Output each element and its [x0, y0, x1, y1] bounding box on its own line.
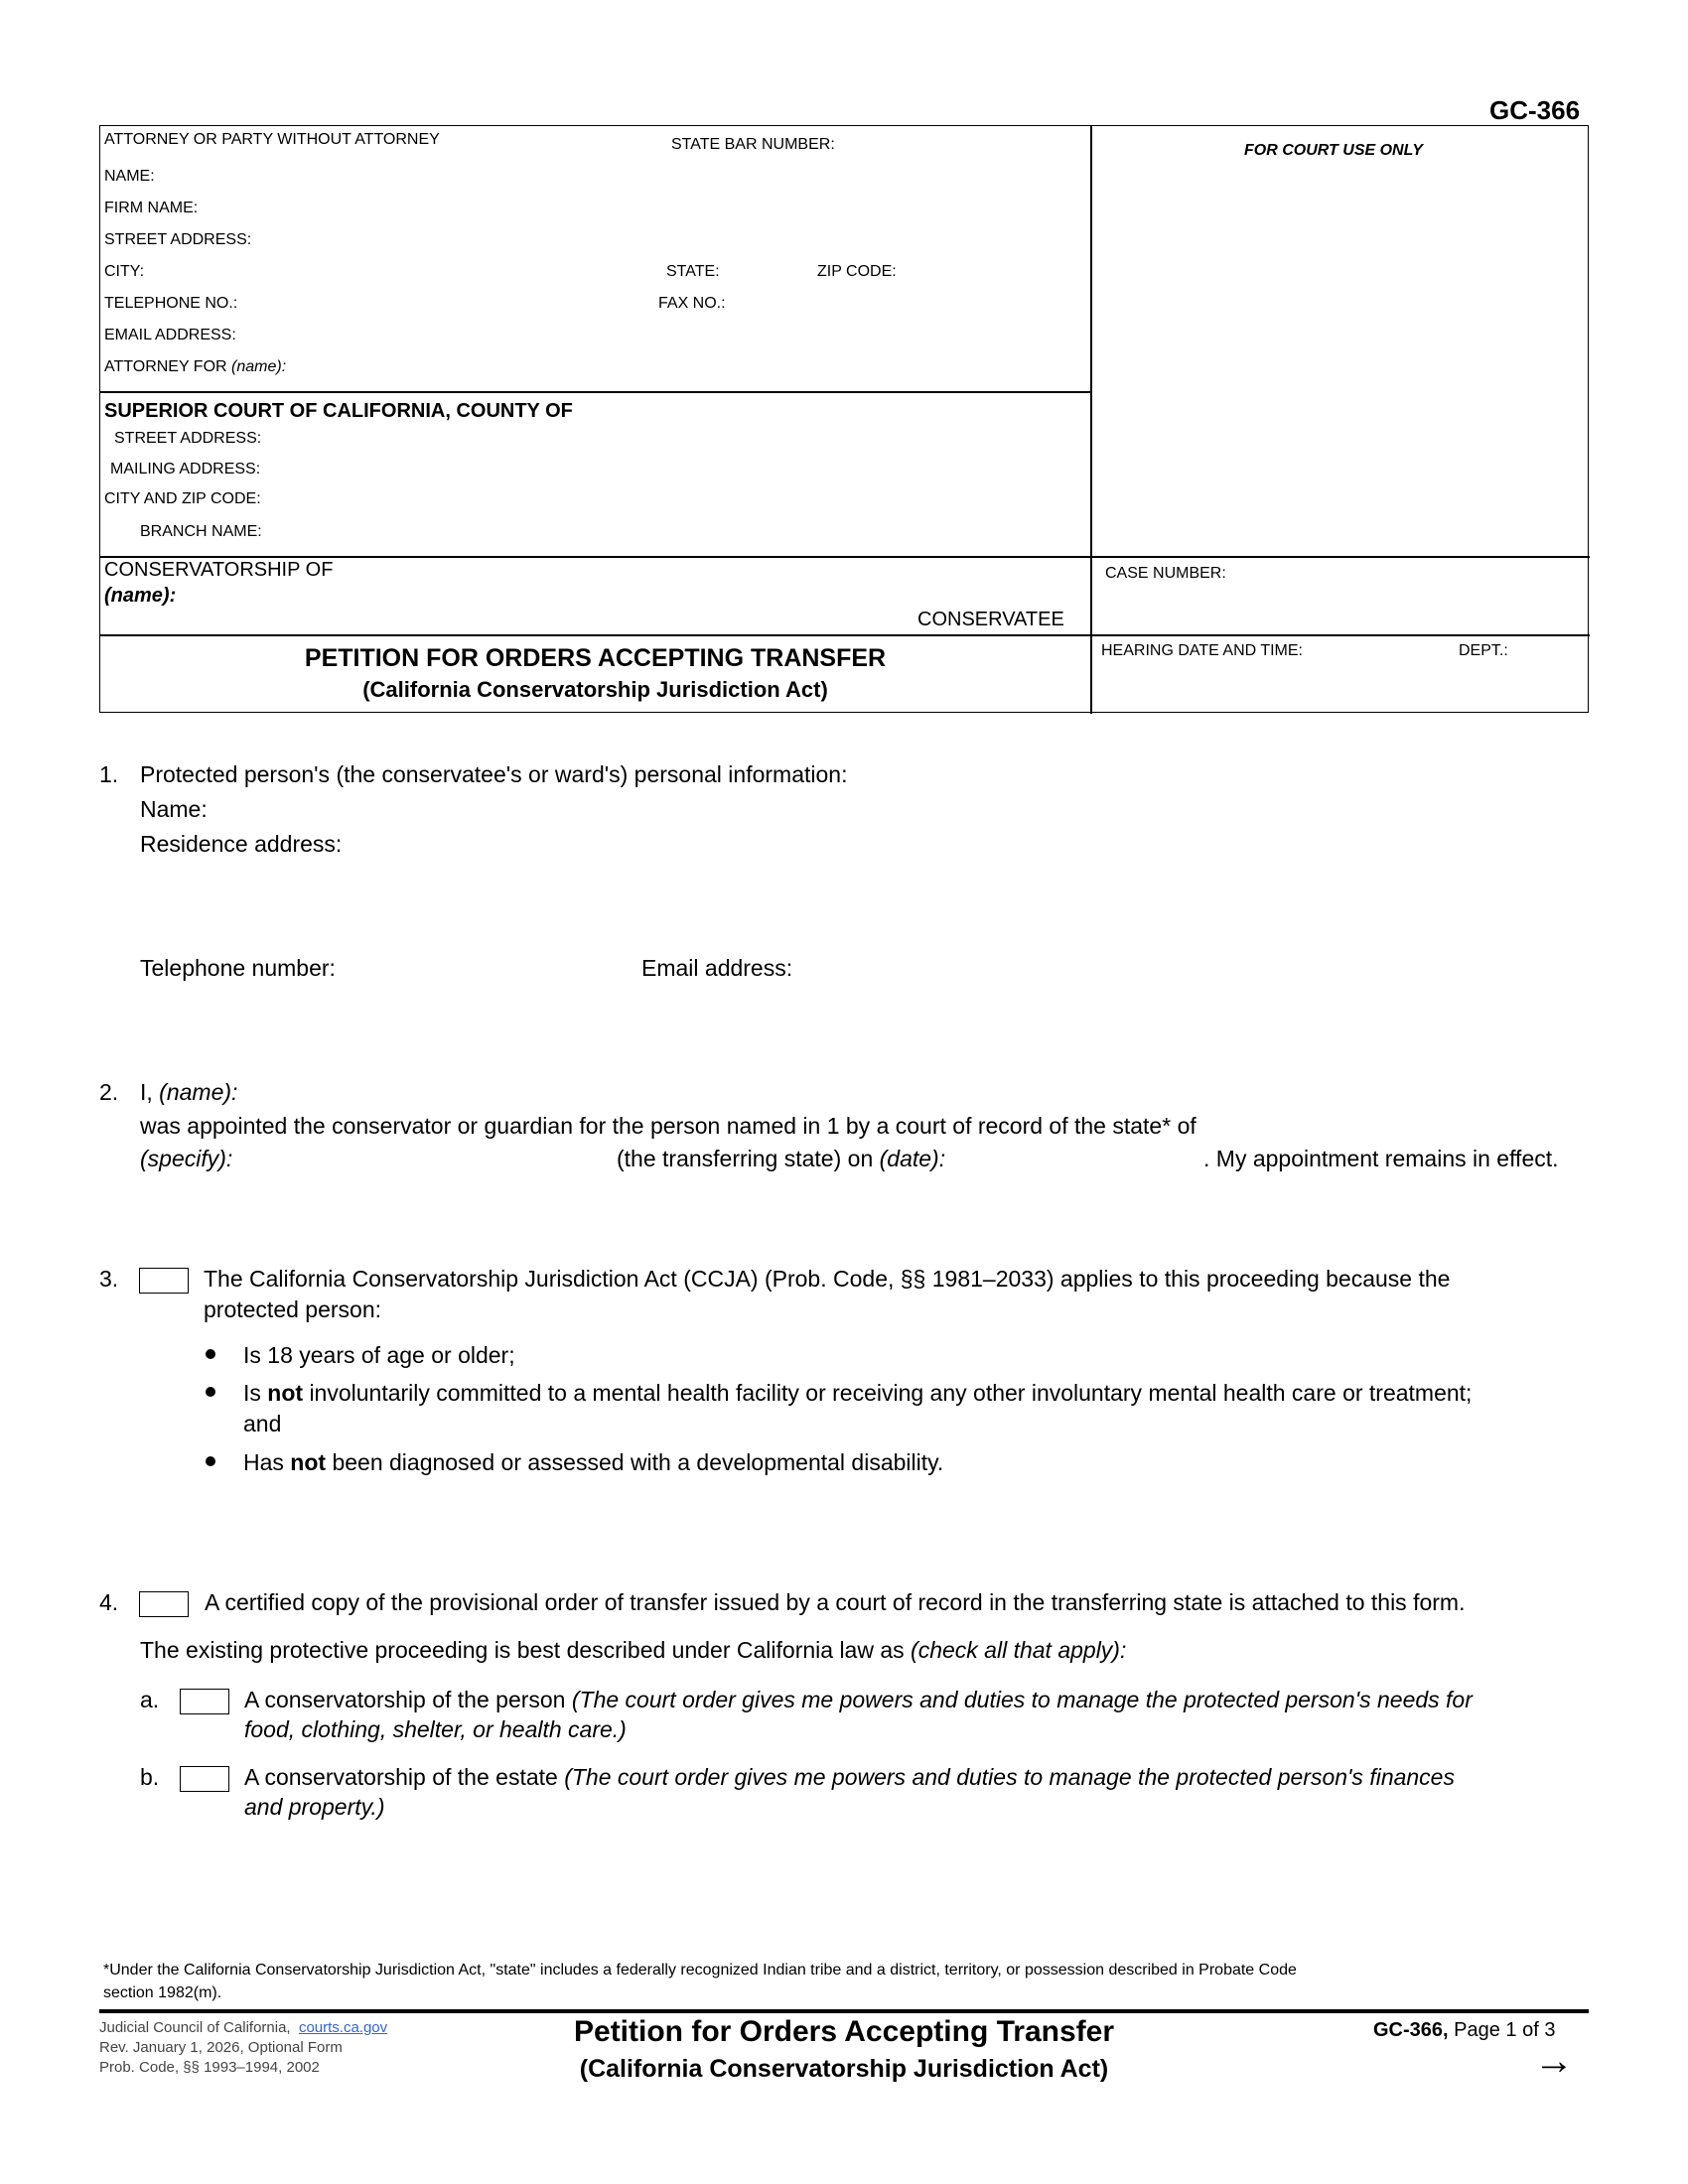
item3-b2-post: involuntarily committed to a mental health facility or receiving any other involuntary mental health care or treatment; [309, 1380, 1473, 1406]
item2-date-label: (date): [879, 1146, 946, 1171]
item1-telephone-label: Telephone number: [140, 955, 336, 981]
item2-name-label: (name): [159, 1079, 238, 1105]
zip-label: ZIP CODE: [817, 263, 897, 280]
attorney-for-label [104, 358, 286, 376]
footer-page [1373, 2019, 1555, 2042]
item2-remains: . My appointment remains in effect. [1203, 1146, 1559, 1171]
item1-residence-label: Residence address: [140, 831, 343, 857]
conservatee-label: CONSERVATEE [917, 609, 1064, 630]
item3-bullet2 [243, 1380, 1472, 1407]
next-page-arrow-icon: → [1534, 2039, 1574, 2083]
item4b-checkbox[interactable] [180, 1766, 229, 1792]
court-street-label: STREET ADDRESS: [114, 430, 262, 447]
footer-codes: Prob. Code, §§ 1993–1994, 2002 [99, 2059, 320, 2076]
courts-link[interactable]: courts.ca.gov [298, 2019, 388, 2036]
item4a-italic2: food, clothing, shelter, or health care.) [244, 1716, 627, 1742]
street-address-label: STREET ADDRESS: [104, 231, 252, 248]
conservatorship-of-label: CONSERVATORSHIP OF [104, 559, 334, 581]
item4a-checkbox[interactable] [180, 1689, 229, 1714]
item4-intro [140, 1637, 1126, 1664]
item4a-label: a. [140, 1687, 160, 1712]
item2-i: I, [140, 1079, 153, 1105]
city-label: CITY: [104, 263, 145, 280]
caption-divider [1090, 126, 1092, 714]
item4b-text: A conservatorship of the estate [244, 1764, 558, 1790]
item3-b3-not: not [290, 1449, 327, 1475]
item1-number: 1. [99, 761, 119, 787]
item4-number: 4. [99, 1589, 119, 1615]
dept-label: DEPT.: [1459, 642, 1508, 659]
footer-rule [99, 2009, 1589, 2013]
state-bar-label: STATE BAR NUMBER: [671, 136, 835, 153]
form-subtitle: (California Conservatorship Jurisdiction Act) [362, 677, 828, 702]
caption-rule [100, 634, 1590, 636]
item1-email-label: Email address: [641, 955, 793, 981]
item2-specify: (specify): [140, 1146, 233, 1171]
court-city-zip-label: CITY AND ZIP CODE: [104, 490, 261, 507]
state-label: STATE: [666, 263, 720, 280]
item3-b2-and: and [243, 1411, 282, 1436]
item3-b2-pre: Is [243, 1380, 261, 1406]
item2-number: 2. [99, 1079, 119, 1105]
court-mailing-label: MAILING ADDRESS: [110, 461, 261, 478]
item3-checkbox[interactable] [139, 1268, 189, 1294]
item4-intro-italic: (check all that apply): [911, 1637, 1127, 1663]
telephone-label: TELEPHONE NO.: [104, 295, 238, 312]
conservatorship-name-label: (name): [104, 585, 177, 607]
footer-council [99, 2019, 387, 2036]
court-use-label: FOR COURT USE ONLY [1244, 142, 1423, 159]
caption-box [99, 125, 1589, 713]
item2-line1 [140, 1079, 237, 1106]
footnote-line1: *Under the California Conservatorship Jurisdiction Act, "state" includes a federally recognized Indian tribe and a district, territory, or possession described in Probate Code [103, 1962, 1297, 1979]
item1-text: Protected person's (the conservatee's or ward's) personal information: [140, 761, 848, 787]
footer-form: GC-366, [1373, 2019, 1449, 2041]
bullet-icon [206, 1349, 215, 1359]
item4a-text: A conservatorship of the person [244, 1687, 566, 1712]
attorney-header: ATTORNEY OR PARTY WITHOUT ATTORNEY [104, 131, 440, 148]
caption-rule [100, 391, 1090, 393]
item4b-line1 [244, 1764, 1455, 1791]
item4b-italic2: and property.) [244, 1794, 385, 1820]
item3-b3-pre: Has [243, 1449, 284, 1475]
form-title: PETITION FOR ORDERS ACCEPTING TRANSFER [304, 644, 887, 672]
hearing-label: HEARING DATE AND TIME: [1101, 642, 1303, 659]
item3-line2: protected person: [204, 1297, 382, 1322]
firm-name-label: FIRM NAME: [104, 200, 199, 216]
branch-label: BRANCH NAME: [140, 523, 262, 540]
bullet-icon [206, 1387, 215, 1397]
item3-b3-post: been diagnosed or assessed with a developmental disability. [332, 1449, 944, 1475]
item3-number: 3. [99, 1266, 119, 1292]
footer-rev: Rev. January 1, 2026, Optional Form [99, 2039, 343, 2056]
footnote-line2: section 1982(m). [103, 1984, 222, 2001]
bullet-icon [206, 1456, 215, 1466]
footer-title: Petition for Orders Accepting Transfer [574, 2015, 1114, 2048]
item2-line2: was appointed the conservator or guardian for the person named in 1 by a court of record of the state* of [140, 1113, 1196, 1139]
item1-name-label: Name: [140, 796, 208, 822]
case-number-label: CASE NUMBER: [1105, 565, 1226, 582]
item2-transferring [617, 1146, 945, 1172]
email-label: EMAIL ADDRESS: [104, 327, 236, 343]
footer-page-number: Page 1 of 3 [1454, 2019, 1556, 2041]
item4-text: A certified copy of the provisional order of transfer issued by a court of record in the transferring state is attached to this form. [205, 1589, 1466, 1615]
item3-bullet3 [243, 1449, 943, 1476]
fax-label: FAX NO.: [658, 295, 726, 312]
item3-b2-not: not [267, 1380, 304, 1406]
item4a-line1 [244, 1687, 1473, 1713]
court-title: SUPERIOR COURT OF CALIFORNIA, COUNTY OF [104, 400, 573, 422]
item4-checkbox[interactable] [139, 1591, 189, 1617]
item2-specify-label [140, 1146, 232, 1172]
name-label: NAME: [104, 168, 155, 185]
item3-bullet1: Is 18 years of age or older; [243, 1342, 515, 1368]
footer-subtitle: (California Conservatorship Jurisdiction Act) [579, 2055, 1109, 2083]
item3-line1: The California Conservatorship Jurisdiction Act (CCJA) (Prob. Code, §§ 1981–2033) applies to this proceeding because the [204, 1266, 1451, 1292]
item4b-italic1: (The court order gives me powers and duties to manage the protected person's finances [564, 1764, 1455, 1790]
attorney-for-name: (name): [231, 358, 287, 375]
item4a-italic1: (The court order gives me powers and duties to manage the protected person's needs for [571, 1687, 1473, 1712]
item4b-label: b. [140, 1764, 160, 1790]
item4-intro-text: The existing protective proceeding is best described under California law as [140, 1637, 905, 1663]
footer-council-text: Judicial Council of California, [99, 2019, 291, 2036]
attorney-for-text: ATTORNEY FOR [104, 358, 227, 375]
item2-transferring-text: (the transferring state) on [617, 1146, 874, 1171]
form-number: GC-366 [1489, 95, 1581, 125]
caption-rule [100, 556, 1590, 558]
